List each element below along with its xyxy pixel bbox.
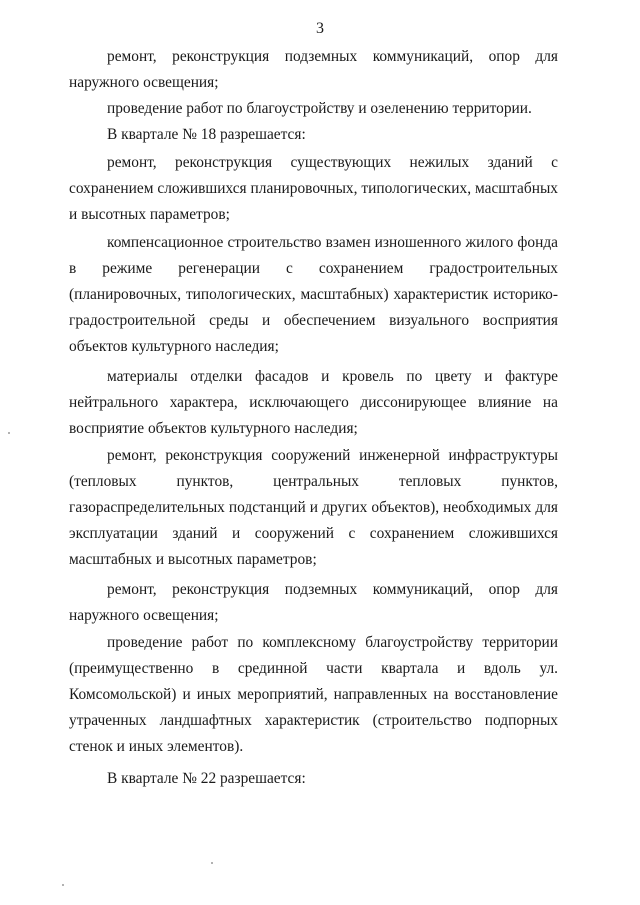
page-number: 3: [316, 20, 324, 37]
paragraph-3: В квартале № 18 разрешается:: [107, 126, 306, 143]
paragraph-10: В квартале № 22 разрешается:: [107, 770, 306, 787]
paragraph-4: ремонт, реконструкция существующих нежилых зданий с сохранением сложившихся планировочных, типологических, масштабных и высотных параметров;: [69, 154, 558, 223]
paragraph-7: ремонт, реконструкция сооружений инженерной инфраструктуры (тепловых пунктов, центральных тепловых пунктов, газораспределительных подстанций и других объектов), необходимых для эксплуатации зданий и сооружений с сохранением сложившихся масштабных и высотных параметров;: [69, 447, 558, 568]
scan-speck: [62, 884, 64, 886]
scan-speck: [211, 862, 213, 864]
paragraph-1: ремонт, реконструкция подземных коммуникаций, опор для наружного освещения;: [69, 48, 558, 91]
paragraph-5: компенсационное строительство взамен изношенного жилого фонда в режиме регенерации с сохранением градостроительных (планировочных, типологических, масштабных) характеристик историко-градостроительной среды и обеспечением визуального восприятия объектов культурного наследия;: [69, 234, 558, 355]
scan-speck: [8, 432, 10, 434]
paragraph-9: проведение работ по комплексному благоустройству территории (преимущественно в срединной части квартала и вдоль ул. Комсомольской) и иных мероприятий, направленных на восстановление утраченных ландшафтных характеристик (строительство подпорных стенок и иных элементов).: [69, 634, 558, 755]
paragraph-2: проведение работ по благоустройству и озеленению территории.: [107, 100, 532, 117]
paragraph-8: ремонт, реконструкция подземных коммуникаций, опор для наружного освещения;: [69, 581, 558, 624]
paragraph-6: материалы отделки фасадов и кровель по цвету и фактуре нейтрального характера, исключающего диссонирующее влияние на восприятие объектов культурного наследия;: [69, 368, 558, 437]
